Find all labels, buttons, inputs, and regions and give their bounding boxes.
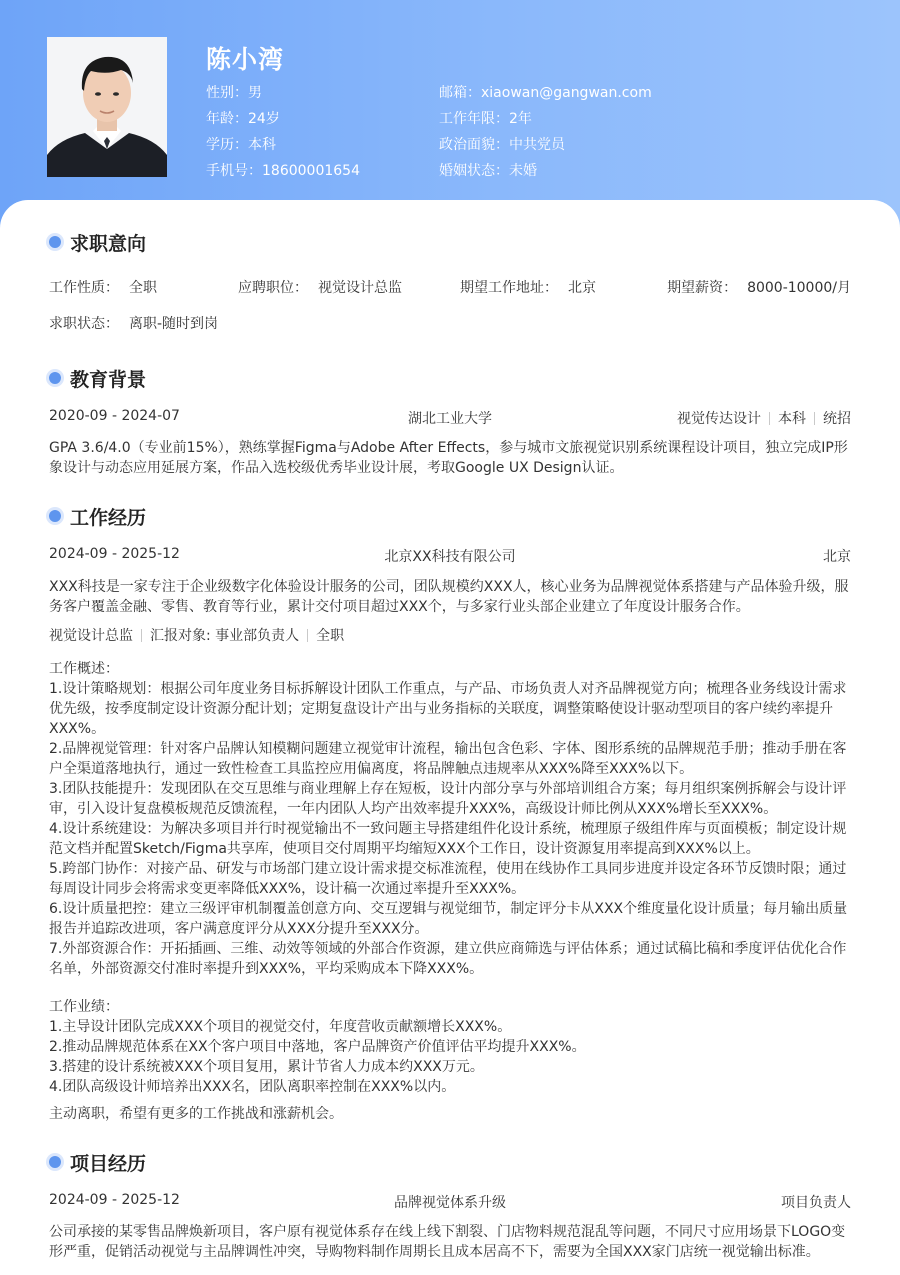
education-school: 湖北工业大学 [408, 411, 492, 427]
work-tags-row [49, 625, 851, 645]
work-company-description: XXX科技是一家专注于企业级数字化体验设计服务的公司，团队规模约XXX人，核心业务为品牌视觉体系搭建与产品体验升级，服务客户覆盖金融、零售、教育等行业，累计交付项目超过XXX个，与多家行业头部企业建立了年度设计服务合作。 [49, 579, 849, 615]
info-age [206, 110, 360, 136]
portrait-image [47, 37, 167, 177]
education-enrollment-type: 统招 [806, 408, 851, 428]
education-major: 视觉传达设计 [677, 411, 761, 427]
project-role: 项目负责人 [781, 1195, 851, 1211]
kv-value: 8000-10000/月 [747, 280, 851, 296]
project-header-row [49, 1192, 851, 1212]
basic-info-right [439, 84, 652, 188]
work-achievement-item: 1.主导设计团队完成XXX个项目的视觉交付，年度营收贡献额增长XXX%。 [49, 1019, 512, 1035]
kv-value: 全职 [129, 280, 157, 296]
work-overview-item: 4.设计系统建设：为解决多项目并行时视觉输出不一致问题主导搭建组件化设计系统，梳理原子级组件库与页面模板；制定设计规范文档并配置Sketch/Figma共享库，使项目交付周期平均缩短XXX个工作日，设计资源复用率提高到XXX%以上。 [49, 821, 847, 857]
info-value: 24岁 [248, 111, 280, 127]
info-value: 男 [248, 85, 262, 101]
section-title-text: 教育背景 [70, 368, 147, 391]
info-label: 工作年限 ： [439, 111, 509, 127]
project-description: 公司承接的某零售品牌焕新项目，客户原有视觉体系存在线上线下割裂、门店物料规范混乱等问题，不同尺寸应用场景下LOGO变形严重，促销活动视觉与主品牌调性冲突，导购物料制作周期长且成本居高不下，需要为全国XXX家门店统一视觉输出标准。 [49, 1224, 846, 1260]
work-city: 北京 [823, 549, 851, 565]
project-name: 品牌视觉体系升级 [394, 1195, 506, 1211]
section-title-text: 工作经历 [70, 506, 147, 529]
info-value: 本科 [248, 137, 276, 153]
intention-position [238, 277, 402, 297]
work-achievement-item: 3.搭建的设计系统被XXX个项目复用，累计节省人力成本约XXX万元。 [49, 1059, 484, 1075]
work-overview-item: 1.设计策略规划：根据公司年度业务目标拆解设计团队工作重点，与产品、市场负责人对齐品牌视觉方向；梳理各业务线设计需求优先级，按季度制定设计资源分配计划；定期复盘设计产出与业务指标的关联度，调整策略使设计驱动型项目的客户续约率提升XXX%。 [49, 681, 847, 737]
intention-job-type [49, 277, 157, 297]
intention-location [460, 277, 596, 297]
avatar [47, 37, 167, 177]
info-value: xiaowan@gangwan.com [481, 85, 652, 101]
info-label: 政治面貌 ： [439, 137, 509, 153]
work-achievement-label: 工作业绩： [49, 999, 119, 1015]
basic-info-left [206, 84, 360, 188]
education-header-row [49, 408, 851, 428]
section-title-text: 项目经历 [70, 1152, 147, 1175]
info-gender [206, 84, 360, 110]
section-title-project [47, 1149, 146, 1175]
info-value: 18600001654 [262, 163, 360, 179]
work-overview-item: 2.品牌视觉管理：针对客户品牌认知模糊问题建立视觉审计流程，输出包含色彩、字体、图形系统的品牌规范手册；推动手册在客户全渠道落地执行，通过一致性检查工具监控应用偏离度，将品牌触点违规率从XXX%降至XXX%以下。 [49, 741, 847, 777]
info-label: 手机号 ： [206, 163, 262, 179]
work-title: 视觉设计总监 [49, 628, 133, 644]
info-label: 性别 ： [206, 85, 248, 101]
bullet-dot-icon [49, 1156, 61, 1168]
work-achievements [49, 997, 853, 1097]
bullet-dot-icon [49, 510, 61, 522]
work-report-to: 汇报对象: 事业部负责人 [133, 625, 299, 645]
work-overview-label: 工作概述： [49, 661, 119, 677]
work-overview [49, 659, 853, 979]
intention-salary [667, 277, 851, 297]
info-label: 婚姻状态 ： [439, 163, 509, 179]
work-overview-item: 3.团队技能提升：发现团队在交互思维与商业理解上存在短板，设计内部分享与外部培训组合方案；每月组织案例拆解会与设计评审，引入设计复盘模板规范反馈流程，一年内团队人均产出效率提升XXX%，高级设计师比例从XXX%增长至XXX%。 [49, 781, 847, 817]
work-company: 北京XX科技有限公司 [384, 549, 516, 565]
info-degree [206, 136, 360, 162]
info-experience-years [439, 110, 652, 136]
education-degree: 本科 [761, 408, 806, 428]
info-value: 中共党员 [509, 137, 565, 153]
kv-label: 应聘职位 ： [238, 280, 308, 296]
work-achievement-item: 2.推动品牌规范体系在XX个客户项目中落地，客户品牌资产价值评估平均提升XXX%。 [49, 1039, 586, 1055]
kv-label: 期望工作地址 ： [460, 280, 558, 296]
info-value: 未婚 [509, 163, 537, 179]
project-period: 2024-09 - 2025-12 [49, 1192, 180, 1208]
kv-label: 期望薪资 ： [667, 280, 737, 296]
work-tags [49, 625, 344, 645]
bullet-dot-icon [49, 236, 61, 248]
work-achievement-item: 4.团队高级设计师培养出XXX名，团队离职率控制在XXX%以内。 [49, 1079, 456, 1095]
info-email [439, 84, 652, 110]
work-type: 全职 [299, 625, 344, 645]
section-title-education [47, 365, 146, 391]
work-overview-item: 5.跨部门协作：对接产品、研发与市场部门建立设计需求提交标准流程，使用在线协作工具同步进度并设定各环节反馈时限；通过每周设计同步会将需求变更率降低XXX%，设计稿一次通过率提升至XXX%。 [49, 861, 847, 897]
kv-value: 离职-随时到岗 [129, 316, 219, 332]
info-label: 年龄 ： [206, 111, 248, 127]
info-label: 学历 ： [206, 137, 248, 153]
info-label: 邮箱 ： [439, 85, 481, 101]
kv-label: 工作性质 ： [49, 280, 119, 296]
bullet-dot-icon [49, 372, 61, 384]
education-description: GPA 3.6/4.0（专业前15%），熟练掌握Figma与Adobe After Effects，参与城市文旅视觉识别系统课程设计项目，独立完成IP形象设计与动态应用延展方案，作品入选校级优秀毕业设计展，考取Google UX Design认证。 [49, 440, 848, 476]
work-leave-reason: 主动离职，希望有更多的工作挑战和涨薪机会。 [49, 1106, 343, 1122]
kv-value: 视觉设计总监 [318, 280, 402, 296]
info-value: 2年 [509, 111, 532, 127]
info-phone [206, 162, 360, 188]
section-title-text: 求职意向 [70, 232, 147, 255]
info-marital-status [439, 162, 652, 188]
work-overview-item: 6.设计质量把控：建立三级评审机制覆盖创意方向、交互逻辑与视觉细节，制定评分卡从XXX个维度量化设计质量；每月输出质量报告并追踪改进项，客户满意度评分从XXX分提升至XXX分。 [49, 901, 848, 937]
kv-value: 北京 [568, 280, 596, 296]
education-period: 2020-09 - 2024-07 [49, 408, 180, 424]
info-political-status [439, 136, 652, 162]
candidate-name: 陈小湾 [206, 45, 285, 74]
section-title-intention [47, 229, 146, 255]
kv-label: 求职状态 ： [49, 316, 119, 332]
work-overview-item: 7.外部资源合作：开拓插画、三维、动效等领域的外部合作资源，建立供应商筛选与评估体系；通过试稿比稿和季度评估优化合作名单，外部资源交付准时率提升到XXX%，平均采购成本下降XXX%。 [49, 941, 847, 977]
work-period: 2024-09 - 2025-12 [49, 546, 180, 562]
education-tags [677, 408, 851, 428]
intention-status [49, 313, 218, 333]
work-header-row [49, 546, 851, 566]
section-title-work [47, 503, 146, 529]
